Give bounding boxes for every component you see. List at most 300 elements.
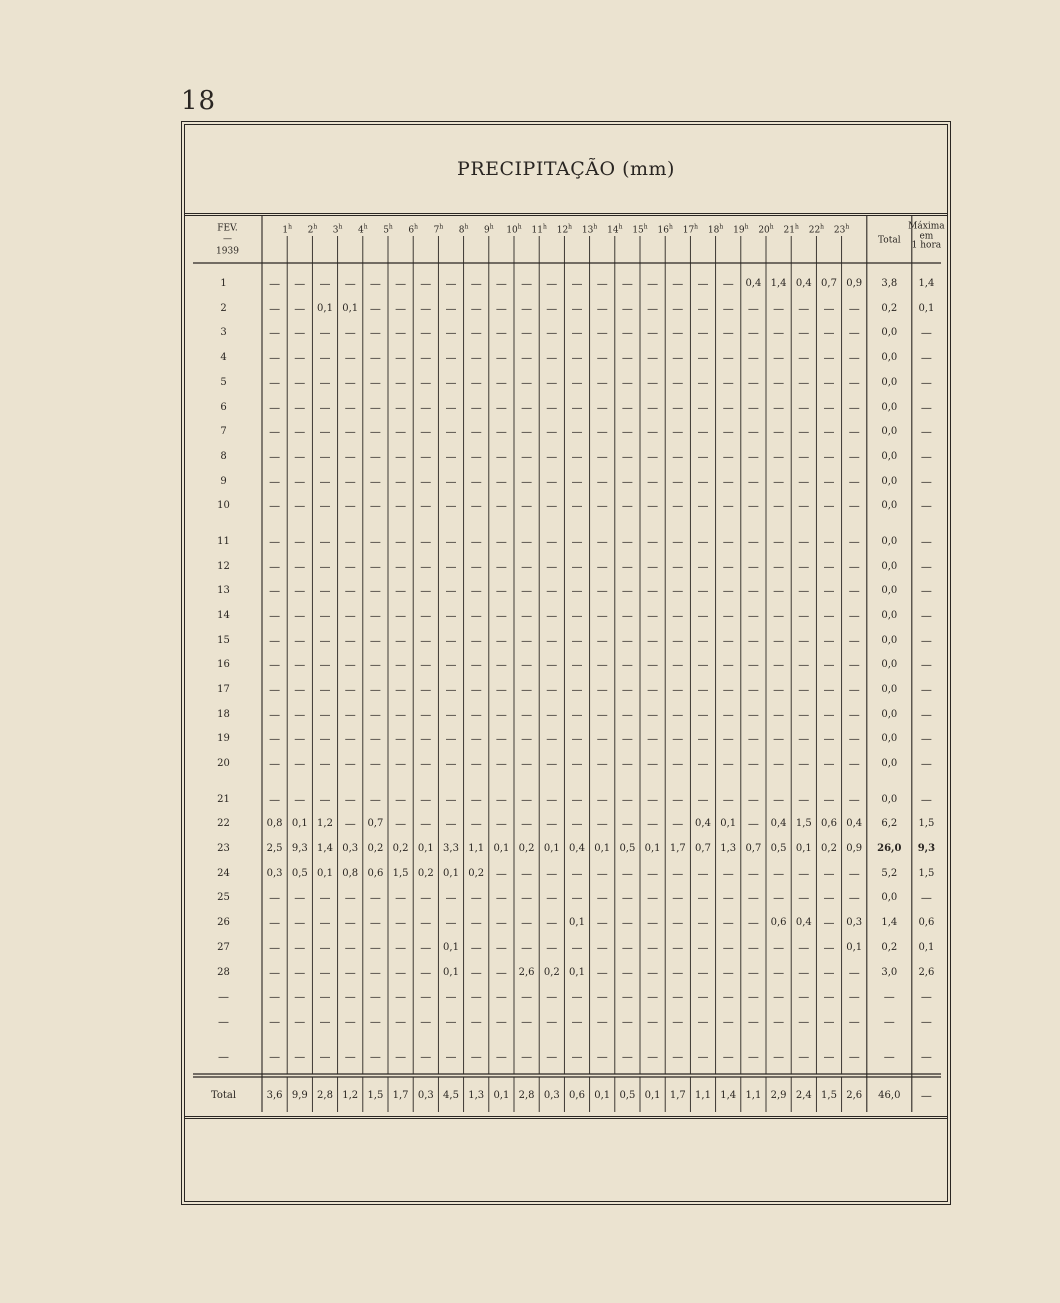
hour-header — [434, 225, 444, 236]
hour-dash: — — [722, 941, 734, 955]
hour-dash: — — [445, 916, 457, 930]
hour-dash: — — [521, 609, 533, 623]
row-total: 6,2 — [881, 818, 898, 830]
hour-dash: — — [798, 450, 810, 464]
hour-dash: — — [495, 941, 507, 955]
hour-dash: — — [369, 732, 381, 746]
row-max-dash: — — [920, 450, 932, 464]
hour-dash: — — [344, 793, 356, 807]
hour-dash: — — [495, 277, 507, 291]
hour-dash: — — [420, 1050, 432, 1064]
hour-dash: — — [571, 351, 583, 365]
hour-dash: — — [269, 450, 281, 464]
hour-dash: — — [722, 990, 734, 1004]
hour-value: 0,2 — [392, 843, 409, 854]
hour-dash: — — [294, 450, 306, 464]
hour-dash: — — [521, 535, 533, 549]
hour-suffix: h — [668, 223, 673, 231]
hour-dash: — — [773, 867, 785, 881]
hour-dash: — — [848, 793, 860, 807]
hour-dash: — — [546, 326, 558, 340]
hour-dash: — — [621, 277, 633, 291]
hour-dash: — — [773, 1015, 785, 1029]
hour-dash: — — [848, 891, 860, 905]
hour-dash: — — [848, 376, 860, 390]
row-max-dash: — — [920, 535, 932, 549]
hour-header — [834, 225, 849, 236]
hour-dash: — — [294, 683, 306, 697]
row-max: 1,5 — [918, 818, 935, 830]
hour-dash: — — [596, 708, 608, 722]
hour-dash: — — [747, 708, 759, 722]
row-max-dash: — — [920, 376, 932, 390]
hour-value: 1,7 — [669, 843, 686, 854]
row-total: 3,8 — [881, 278, 898, 289]
hour-dash: — — [823, 941, 835, 955]
hour-dash: — — [269, 793, 281, 807]
hour-dash: — — [470, 302, 482, 316]
total-row-value: 2,9 — [770, 1090, 787, 1101]
hour-dash: — — [823, 609, 835, 623]
hour-dash: — — [672, 757, 684, 771]
hour-dash: — — [521, 990, 533, 1004]
hour-dash: — — [823, 867, 835, 881]
hour-dash: — — [722, 683, 734, 697]
row-max-dash: — — [920, 708, 932, 722]
hour-dash: — — [773, 475, 785, 489]
hour-dash: — — [319, 793, 331, 807]
hour-dash: — — [470, 326, 482, 340]
hour-dash: — — [571, 1015, 583, 1029]
row-max-dash: — — [920, 757, 932, 771]
day-label: 10 — [217, 500, 230, 512]
hour-dash: — — [521, 351, 533, 365]
hour-dash: — — [621, 941, 633, 955]
hour-dash: — — [319, 609, 331, 623]
hour-dash: — — [395, 966, 407, 979]
hour-header — [484, 225, 494, 236]
hour-dash: — — [495, 425, 507, 439]
hour-dash: — — [269, 376, 281, 390]
hour-dash: — — [395, 793, 407, 807]
hour-dash: — — [445, 658, 457, 672]
hour-value: 0,1 — [846, 941, 863, 953]
hour-dash: — — [395, 757, 407, 771]
hour-dash: — — [395, 658, 407, 672]
total-row-value: 4,5 — [443, 1090, 459, 1101]
hour-dash: — — [344, 941, 356, 955]
hour-dash: — — [521, 425, 533, 439]
hour-dash: — — [369, 584, 381, 598]
row-total: 0,0 — [881, 609, 898, 621]
hour-dash: — — [823, 475, 835, 489]
row-total: 0,0 — [881, 401, 898, 413]
hour-dash: — — [395, 817, 407, 831]
hour-dash: — — [571, 793, 583, 807]
hour-dash: — — [319, 376, 331, 390]
row-max-dash: — — [920, 425, 932, 439]
hour-dash: — — [672, 891, 684, 905]
hour-dash: — — [395, 450, 407, 464]
hour-dash: — — [470, 708, 482, 722]
hour-dash: — — [269, 708, 281, 722]
hour-dash: — — [823, 1050, 835, 1064]
hour-value: 0,4 — [569, 843, 585, 854]
hour-dash: — — [848, 302, 860, 316]
hour-dash: — — [823, 990, 835, 1004]
hour-dash: — — [546, 916, 558, 930]
hour-dash: — — [848, 1015, 860, 1029]
row-max-dash: — — [920, 475, 932, 489]
hour-dash: — — [621, 584, 633, 598]
row-max-dash: — — [920, 401, 932, 414]
max-header-line: Máxima — [908, 221, 945, 232]
hour-dash: — — [722, 475, 734, 489]
hour-dash: — — [470, 584, 482, 598]
hour-dash: — — [798, 351, 810, 365]
hour-dash: — — [319, 1050, 331, 1064]
hour-dash: — — [697, 990, 709, 1004]
hour-dash: — — [621, 450, 633, 464]
hour-dash: — — [445, 450, 457, 464]
hour-dash: — — [672, 277, 684, 291]
hour-dash: — — [747, 793, 759, 807]
hour-dash: — — [344, 450, 356, 464]
row-max-dash: — — [920, 499, 932, 513]
hour-dash: — — [672, 401, 684, 414]
total-row-value: 1,3 — [468, 1090, 485, 1101]
hour-dash: — — [823, 450, 835, 464]
hour-value: 0,4 — [795, 278, 812, 289]
hour-dash: — — [747, 376, 759, 390]
hour-dash: — — [571, 450, 583, 464]
hour-dash: — — [596, 966, 608, 979]
hour-header — [758, 225, 773, 236]
hour-dash: — — [672, 535, 684, 549]
hour-dash: — — [269, 277, 281, 291]
hour-dash: — — [571, 634, 583, 648]
hour-dash: — — [546, 658, 558, 672]
hour-dash: — — [294, 658, 306, 672]
hour-dash: — — [319, 499, 331, 513]
hour-dash: — — [294, 302, 306, 316]
hour-dash: — — [722, 708, 734, 722]
hour-dash: — — [596, 891, 608, 905]
hour-dash: — — [445, 475, 457, 489]
hour-dash: — — [319, 990, 331, 1004]
hour-dash: — — [294, 793, 306, 807]
row-total: 0,0 — [881, 352, 898, 364]
day-label: 17 — [217, 684, 230, 695]
hour-dash: — — [445, 708, 457, 722]
hour-dash: — — [521, 376, 533, 390]
hour-dash: — — [470, 1015, 482, 1029]
day-label: 28 — [217, 966, 230, 978]
hour-dash: — — [621, 732, 633, 746]
day-label: 27 — [217, 941, 230, 953]
hour-value: 0,1 — [493, 843, 510, 854]
hour-dash: — — [369, 793, 381, 807]
hour-dash: — — [420, 817, 432, 831]
hour-number: 4 — [357, 225, 364, 236]
hour-dash: — — [672, 450, 684, 464]
hour-number: 17 — [682, 225, 695, 236]
hour-value: 2,6 — [518, 966, 535, 978]
day-label: 3 — [220, 327, 227, 339]
hour-dash: — — [344, 475, 356, 489]
day-label: 13 — [217, 585, 230, 597]
hour-dash: — — [294, 560, 306, 573]
hour-dash: — — [773, 658, 785, 672]
hour-dash: — — [672, 793, 684, 807]
hour-suffix: h — [288, 223, 292, 231]
hour-suffix: h — [542, 223, 547, 231]
hour-dash: — — [848, 634, 860, 648]
day-label: 11 — [217, 535, 230, 547]
hour-dash: — — [495, 535, 507, 549]
total-row-value: 0,6 — [569, 1090, 585, 1101]
hour-dash: — — [571, 867, 583, 881]
hour-dash: — — [420, 708, 432, 722]
hour-dash: — — [697, 499, 709, 513]
hour-dash: — — [420, 302, 432, 316]
hour-dash: — — [470, 277, 482, 291]
hour-dash: — — [621, 326, 633, 340]
hour-dash: — — [294, 425, 306, 439]
hour-dash: — — [596, 609, 608, 623]
hour-dash: — — [495, 326, 507, 340]
hour-value: 1,2 — [317, 818, 333, 830]
hour-dash: — — [621, 1015, 633, 1029]
hour-dash: — — [420, 990, 432, 1004]
hour-dash: — — [495, 584, 507, 598]
hour-dash: — — [269, 1050, 281, 1064]
hour-dash: — — [747, 817, 759, 831]
hour-dash: — — [470, 990, 482, 1004]
hour-dash: — — [395, 425, 407, 439]
hour-number: 13 — [581, 225, 594, 236]
hour-dash: — — [697, 634, 709, 648]
hour-value: 0,2 — [468, 867, 485, 879]
hour-dash: — — [647, 867, 659, 881]
hour-dash: — — [621, 683, 633, 697]
hour-dash: — — [521, 401, 533, 414]
hour-dash: — — [571, 658, 583, 672]
hour-dash: — — [647, 609, 659, 623]
hour-dash: — — [596, 757, 608, 771]
hour-header — [809, 225, 824, 236]
row-max: 0,6 — [918, 917, 935, 929]
day-label: 2 — [220, 302, 227, 314]
row-total: 0,0 — [881, 535, 898, 547]
hour-dash: — — [445, 499, 457, 513]
hour-dash: — — [521, 634, 533, 648]
hour-value: 0,1 — [569, 966, 585, 978]
hour-dash: — — [369, 966, 381, 979]
hour-dash: — — [621, 425, 633, 439]
day-label: 18 — [217, 708, 230, 720]
hour-dash: — — [647, 793, 659, 807]
hour-dash: — — [773, 450, 785, 464]
hour-dash: — — [269, 941, 281, 955]
hour-dash: — — [697, 401, 709, 414]
day-label: 20 — [217, 758, 230, 770]
hour-dash: — — [621, 793, 633, 807]
hour-suffix: h — [313, 223, 318, 231]
hour-dash: — — [319, 658, 331, 672]
page-number: 18 — [181, 86, 217, 116]
hour-dash: — — [319, 683, 331, 697]
hour-dash: — — [596, 499, 608, 513]
hour-dash: — — [395, 475, 407, 489]
hour-dash: — — [294, 277, 306, 291]
hour-dash: — — [495, 793, 507, 807]
hour-dash: — — [571, 732, 583, 746]
hour-dash: — — [546, 1015, 558, 1029]
hour-dash: — — [571, 326, 583, 340]
hour-dash: — — [546, 891, 558, 905]
hour-dash: — — [571, 499, 583, 513]
hour-dash: — — [369, 990, 381, 1004]
hour-dash: — — [773, 732, 785, 746]
hour-dash: — — [546, 634, 558, 648]
hour-dash: — — [798, 475, 810, 489]
hour-dash: — — [420, 891, 432, 905]
hour-dash: — — [445, 376, 457, 390]
hour-dash: — — [798, 425, 810, 439]
hour-dash: — — [596, 990, 608, 1004]
total-header: Total — [878, 235, 901, 246]
hour-dash: — — [697, 867, 709, 881]
hour-value: 0,7 — [695, 843, 711, 854]
hour-dash: — — [596, 401, 608, 414]
hour-dash: — — [395, 990, 407, 1004]
hour-value: 0,1 — [317, 302, 333, 314]
hour-dash: — — [596, 535, 608, 549]
hour-dash: — — [470, 560, 482, 573]
hour-suffix: h — [489, 223, 494, 231]
hour-value: 0,8 — [342, 867, 359, 879]
hour-dash: — — [773, 793, 785, 807]
hour-suffix: h — [439, 223, 444, 231]
day-label: 15 — [217, 634, 230, 646]
hour-dash: — — [722, 401, 734, 414]
hour-dash: — — [747, 499, 759, 513]
hour-dash: — — [269, 499, 281, 513]
hour-dash: — — [823, 732, 835, 746]
hour-dash: — — [369, 1015, 381, 1029]
hour-dash: — — [269, 535, 281, 549]
hour-suffix: h — [363, 223, 368, 231]
total-row-label: Total — [210, 1090, 237, 1101]
hour-dash: — — [269, 966, 281, 979]
hour-dash: — — [747, 425, 759, 439]
day-label: 23 — [217, 843, 230, 854]
hour-dash: — — [420, 916, 432, 930]
hour-dash: — — [596, 1015, 608, 1029]
hour-dash: — — [344, 1050, 356, 1064]
hour-dash: — — [546, 499, 558, 513]
total-row-value: 1,1 — [745, 1090, 762, 1101]
hour-value: 0,2 — [417, 867, 434, 879]
hour-dash: — — [369, 609, 381, 623]
hour-dash: — — [722, 425, 734, 439]
row-total: 0,0 — [881, 708, 898, 720]
hour-dash: — — [697, 916, 709, 930]
hour-dash: — — [369, 351, 381, 365]
hour-dash: — — [571, 535, 583, 549]
hour-dash: — — [445, 1015, 457, 1029]
day-label: 14 — [217, 609, 230, 621]
year-label: 1939 — [216, 246, 239, 257]
hour-dash: — — [269, 990, 281, 1004]
hour-value: 0,7 — [745, 843, 762, 854]
hour-header — [308, 225, 318, 236]
hour-dash: — — [848, 990, 860, 1004]
hour-dash: — — [722, 535, 734, 549]
hour-suffix: h — [845, 223, 850, 231]
hour-dash: — — [495, 683, 507, 697]
hour-dash: — — [798, 326, 810, 340]
hour-dash: — — [269, 425, 281, 439]
hour-number: 20 — [758, 225, 770, 236]
row-max-dash: — — [920, 683, 932, 697]
hour-suffix: h — [414, 223, 418, 231]
hour-dash: — — [445, 351, 457, 365]
hour-dash: — — [470, 609, 482, 623]
hour-dash: — — [722, 1015, 734, 1029]
hour-dash: — — [269, 757, 281, 771]
hour-dash: — — [621, 708, 633, 722]
row-total: 0,0 — [881, 475, 898, 487]
hour-dash: — — [369, 658, 381, 672]
row-total: 0,0 — [881, 733, 898, 745]
hour-dash: — — [344, 376, 356, 390]
hour-number: 22 — [808, 225, 821, 236]
hour-dash: — — [697, 302, 709, 316]
hour-dash: — — [848, 732, 860, 746]
notes-box — [185, 1116, 947, 1201]
hour-dash: — — [344, 425, 356, 439]
hour-value: 0,1 — [720, 818, 737, 830]
hour-dash: — — [747, 302, 759, 316]
hour-dash: — — [848, 560, 860, 573]
hour-value: 0,7 — [821, 278, 837, 289]
hour-dash: — — [319, 732, 331, 746]
day-label: 24 — [217, 867, 230, 879]
hour-dash: — — [722, 326, 734, 340]
hour-value: 0,1 — [417, 843, 434, 854]
header-dash: — — [223, 234, 232, 245]
hour-dash: — — [697, 793, 709, 807]
hour-dash: — — [395, 302, 407, 316]
hour-dash: — — [395, 609, 407, 623]
hour-dash: — — [571, 302, 583, 316]
hour-dash: — — [269, 732, 281, 746]
hour-dash: — — [470, 535, 482, 549]
hour-header — [282, 225, 292, 236]
hour-dash: — — [621, 535, 633, 549]
hour-dash: — — [571, 891, 583, 905]
hour-dash: — — [495, 376, 507, 390]
hour-number: 2 — [307, 225, 314, 236]
hour-dash: — — [470, 793, 482, 807]
hour-value: 1,5 — [795, 818, 812, 830]
hour-dash: — — [344, 817, 356, 831]
hour-value: 1,4 — [317, 843, 333, 854]
hour-dash: — — [773, 499, 785, 513]
day-dash: — — [218, 990, 229, 1004]
